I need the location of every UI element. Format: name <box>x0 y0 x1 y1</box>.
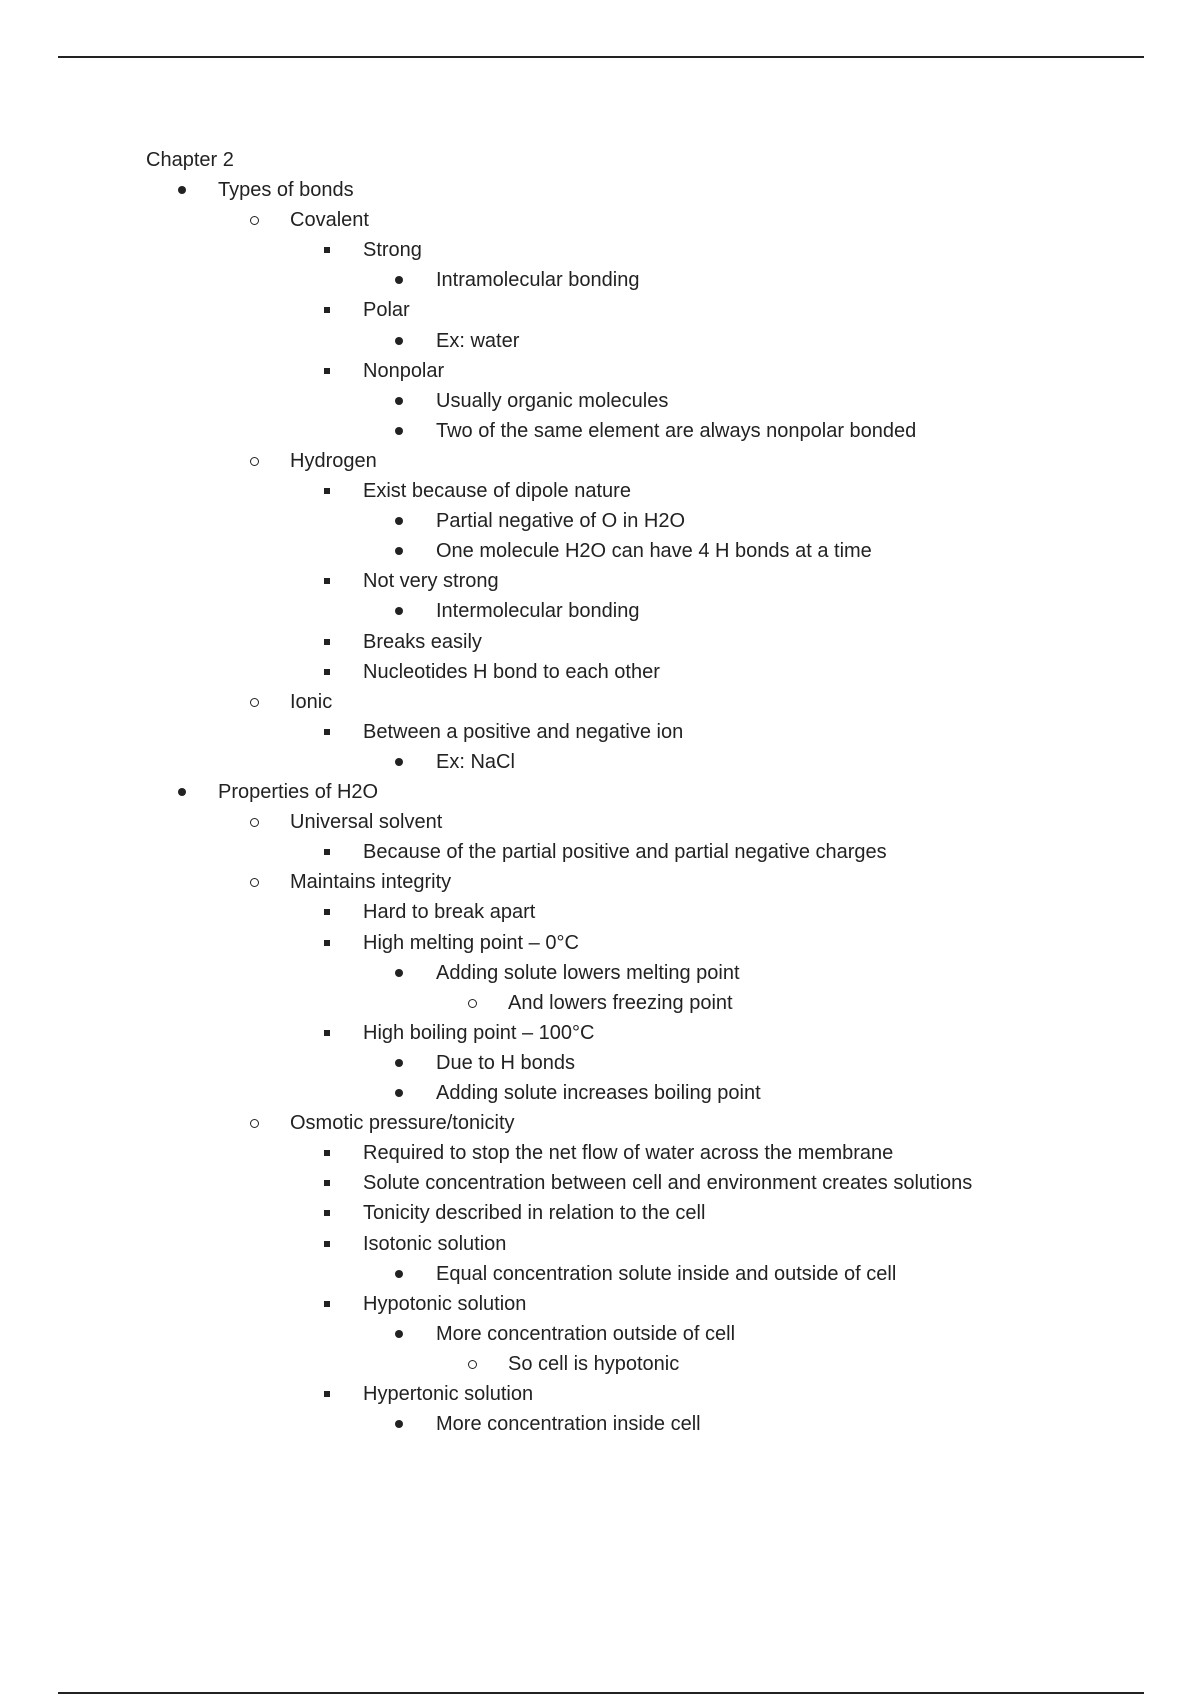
circle-bullet-icon <box>462 989 482 1017</box>
square-bullet-icon <box>317 357 337 385</box>
disc-bullet-icon <box>389 1410 409 1438</box>
circle-bullet-icon <box>244 688 264 716</box>
outline-item-text: Hypertonic solution <box>363 1383 534 1405</box>
square-bullet-icon <box>317 1230 337 1258</box>
outline-item-text: Types of bonds <box>218 179 354 201</box>
outline-item-text: Universal solvent <box>290 811 443 833</box>
square-bullet-icon <box>317 296 337 324</box>
outline-item-text: Adding solute lowers melting point <box>436 962 740 984</box>
outline-item-text: Nucleotides H bond to each other <box>363 661 660 683</box>
disc-bullet-icon <box>389 266 409 294</box>
square-bullet-icon <box>317 1019 337 1047</box>
square-bullet-icon <box>317 1199 337 1227</box>
disc-bullet-icon <box>172 176 192 204</box>
circle-bullet-icon <box>244 1109 264 1137</box>
outline-item-text: Ionic <box>290 691 333 713</box>
outline-item-text: Because of the partial positive and partial negative charges <box>363 841 887 863</box>
square-bullet-icon <box>317 718 337 746</box>
outline-item-text: Equal concentration solute inside and outside of cell <box>436 1263 897 1285</box>
outline-item-text: Covalent <box>290 209 369 231</box>
square-bullet-icon <box>317 567 337 595</box>
square-bullet-icon <box>317 477 337 505</box>
square-bullet-icon <box>317 929 337 957</box>
outline-item-text: Due to H bonds <box>436 1052 575 1074</box>
outline-item-text: Ex: NaCl <box>436 751 515 773</box>
outline-item-text: Usually organic molecules <box>436 390 669 412</box>
square-bullet-icon <box>317 1290 337 1318</box>
square-bullet-icon <box>317 1169 337 1197</box>
outline-item-text: Polar <box>363 299 410 321</box>
outline-item-text: Ex: water <box>436 330 520 352</box>
outline-item-text: Hard to break apart <box>363 901 536 923</box>
circle-bullet-icon <box>462 1350 482 1378</box>
square-bullet-icon <box>317 658 337 686</box>
outline-item-text: More concentration inside cell <box>436 1413 701 1435</box>
disc-bullet-icon <box>389 748 409 776</box>
outline-item-text: Hypotonic solution <box>363 1293 527 1315</box>
outline-item-text: Isotonic solution <box>363 1233 507 1255</box>
disc-bullet-icon <box>172 778 192 806</box>
outline-item-text: One molecule H2O can have 4 H bonds at a time <box>436 540 872 562</box>
disc-bullet-icon <box>389 959 409 987</box>
square-bullet-icon <box>317 898 337 926</box>
outline-item-text: High boiling point – 100°C <box>363 1022 595 1044</box>
disc-bullet-icon <box>389 1049 409 1077</box>
outline-item-text: Between a positive and negative ion <box>363 721 684 743</box>
outline-item-text: Exist because of dipole nature <box>363 480 631 502</box>
outline-item-text: High melting point – 0°C <box>363 932 579 954</box>
outline-item-text: Solute concentration between cell and environment creates solutions <box>363 1172 973 1194</box>
disc-bullet-icon <box>389 597 409 625</box>
square-bullet-icon <box>317 838 337 866</box>
bottom-rule <box>58 1692 1144 1694</box>
outline-item-text: Nonpolar <box>363 360 445 382</box>
outline-item-text: Hydrogen <box>290 450 377 472</box>
outline-item-text: Properties of H2O <box>218 781 379 803</box>
circle-bullet-icon <box>244 447 264 475</box>
disc-bullet-icon <box>389 537 409 565</box>
circle-bullet-icon <box>244 868 264 896</box>
outline-item-text: So cell is hypotonic <box>508 1353 680 1375</box>
outline-item-text: Tonicity described in relation to the cell <box>363 1202 706 1224</box>
outline-item-text: Required to stop the net flow of water across the membrane <box>363 1142 894 1164</box>
outline-item-text: Intermolecular bonding <box>436 600 640 622</box>
outline-item-text: Maintains integrity <box>290 871 452 893</box>
circle-bullet-icon <box>244 808 264 836</box>
disc-bullet-icon <box>389 387 409 415</box>
square-bullet-icon <box>317 1139 337 1167</box>
disc-bullet-icon <box>389 507 409 535</box>
outline-item-text: Not very strong <box>363 570 499 592</box>
disc-bullet-icon <box>389 417 409 445</box>
disc-bullet-icon <box>389 1260 409 1288</box>
disc-bullet-icon <box>389 1079 409 1107</box>
square-bullet-icon <box>317 236 337 264</box>
outline-item-text: Breaks easily <box>363 631 482 653</box>
circle-bullet-icon <box>244 206 264 234</box>
disc-bullet-icon <box>389 1320 409 1348</box>
disc-bullet-icon <box>389 327 409 355</box>
outline-item-text: Osmotic pressure/tonicity <box>290 1112 515 1134</box>
outline-item-text: Strong <box>363 239 422 261</box>
outline-item-text: Intramolecular bonding <box>436 269 640 291</box>
square-bullet-icon <box>317 1380 337 1408</box>
square-bullet-icon <box>317 628 337 656</box>
outline-item-text: More concentration outside of cell <box>436 1323 736 1345</box>
outline-item-text: Adding solute increases boiling point <box>436 1082 761 1104</box>
outline-item-text: And lowers freezing point <box>508 992 733 1014</box>
outline-item-text: Partial negative of O in H2O <box>436 510 686 532</box>
outline-item-text: Two of the same element are always nonpolar bonded <box>436 420 917 442</box>
document-title: Chapter 2 <box>146 149 234 171</box>
